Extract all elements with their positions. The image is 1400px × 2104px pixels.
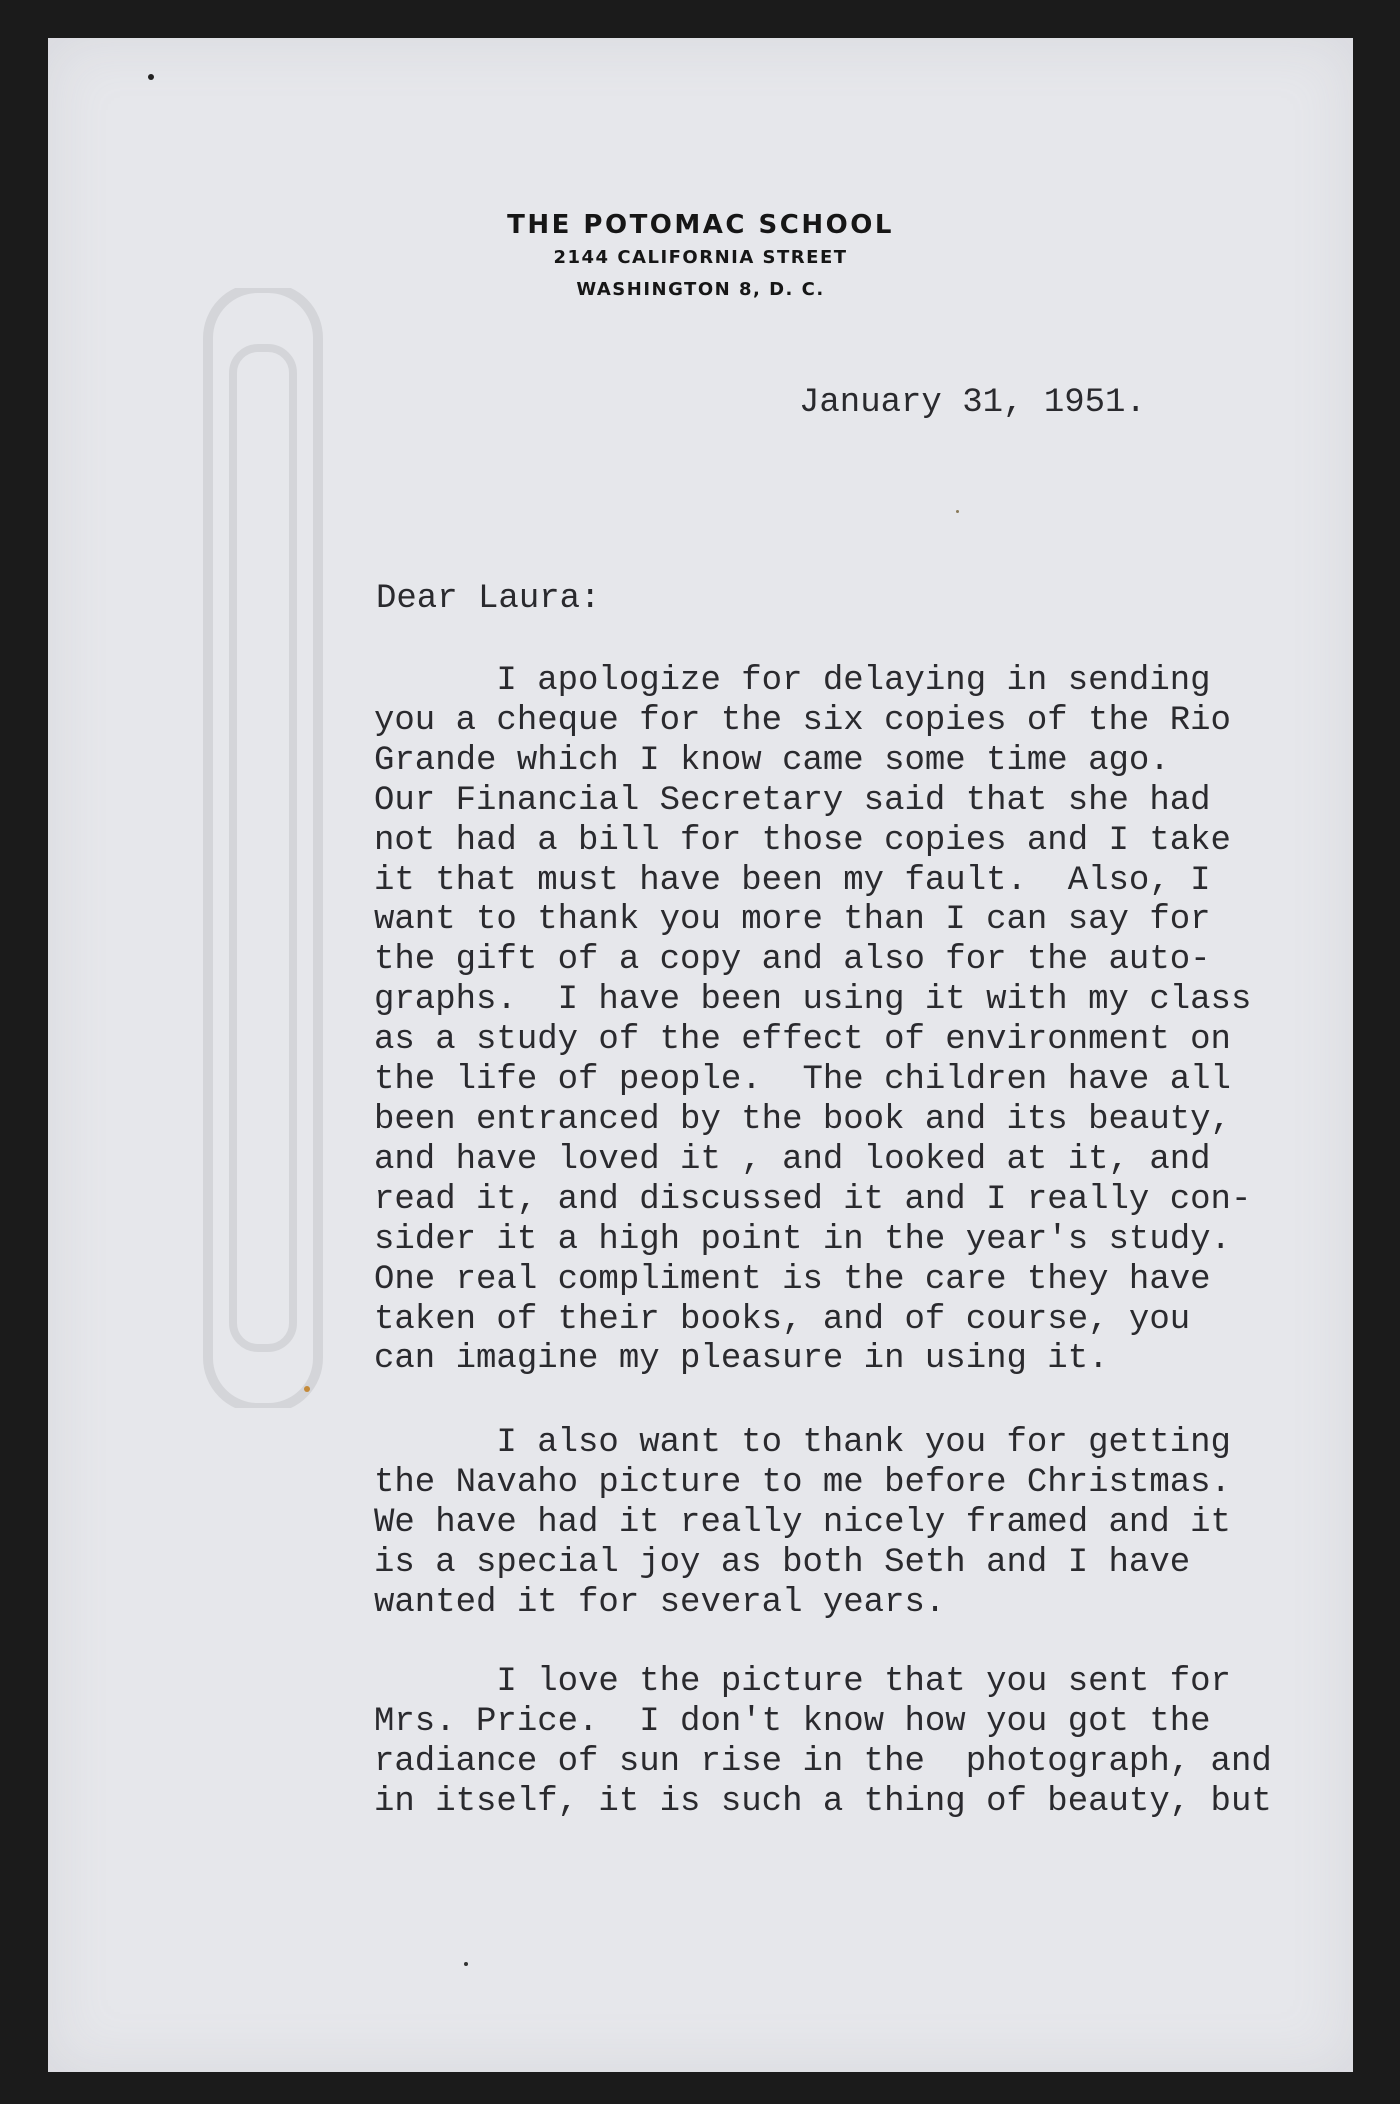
text-line: the Navaho picture to me before Christmas. bbox=[374, 1463, 1231, 1502]
text-line: the gift of a copy and also for the auto- bbox=[374, 941, 1211, 980]
text-line: the life of people. The children have all bbox=[374, 1061, 1231, 1100]
text-line: it that must have been my fault. Also, I bbox=[374, 861, 1211, 900]
ink-spot bbox=[956, 510, 959, 513]
text-line: Grande which I know came some time ago. bbox=[374, 741, 1170, 780]
paragraph-3 bbox=[374, 1663, 1272, 1823]
text-line: Our Financial Secretary said that she had bbox=[374, 781, 1211, 820]
text-line: can imagine my pleasure in using it. bbox=[374, 1340, 1109, 1379]
faded-stamp-mark bbox=[198, 288, 328, 1408]
school-name: THE POTOMAC SCHOOL bbox=[507, 210, 894, 240]
paragraph-2 bbox=[374, 1424, 1231, 1624]
paragraph-1 bbox=[374, 662, 1251, 1380]
text-line: been entranced by the book and its beauty, bbox=[374, 1100, 1231, 1139]
salutation: Dear Laura: bbox=[376, 580, 601, 618]
school-street: 2144 CALIFORNIA STREET bbox=[553, 247, 848, 268]
ink-spot bbox=[304, 1386, 310, 1392]
text-line: want to thank you more than I can say for bbox=[374, 901, 1211, 940]
text-line: taken of their books, and of course, you bbox=[374, 1300, 1191, 1339]
text-line: I apologize for delaying in sending bbox=[374, 662, 1211, 700]
text-line: Mrs. Price. I don't know how you got the bbox=[374, 1702, 1211, 1741]
letter-page bbox=[48, 38, 1353, 2072]
text-line: sider it a high point in the year's study. bbox=[374, 1220, 1231, 1259]
text-line: in itself, it is such a thing of beauty, but bbox=[374, 1782, 1272, 1821]
text-line: and have loved it , and looked at it, and bbox=[374, 1140, 1211, 1179]
text-line: One real compliment is the care they have bbox=[374, 1260, 1211, 1299]
text-line: I love the picture that you sent for bbox=[374, 1663, 1231, 1701]
text-line: wanted it for several years. bbox=[374, 1583, 946, 1622]
corner-ink-mark bbox=[148, 74, 154, 80]
text-line: We have had it really nicely framed and it bbox=[374, 1503, 1231, 1542]
text-line: graphs. I have been using it with my class bbox=[374, 981, 1252, 1020]
text-line: not had a bill for those copies and I take bbox=[374, 821, 1231, 860]
text-line: read it, and discussed it and I really con- bbox=[374, 1180, 1252, 1219]
letterhead bbox=[48, 208, 1353, 306]
text-line: is a special joy as both Seth and I have bbox=[374, 1543, 1191, 1582]
ink-spot bbox=[464, 1962, 468, 1966]
school-city: WASHINGTON 8, D. C. bbox=[576, 279, 825, 300]
text-line: radiance of sun rise in the photograph, and bbox=[374, 1742, 1272, 1781]
text-line: you a cheque for the six copies of the Rio bbox=[374, 701, 1231, 740]
text-line: as a study of the effect of environment on bbox=[374, 1021, 1231, 1060]
text-line: I also want to thank you for getting bbox=[374, 1424, 1231, 1462]
letter-date: January 31, 1951. bbox=[799, 384, 1146, 422]
